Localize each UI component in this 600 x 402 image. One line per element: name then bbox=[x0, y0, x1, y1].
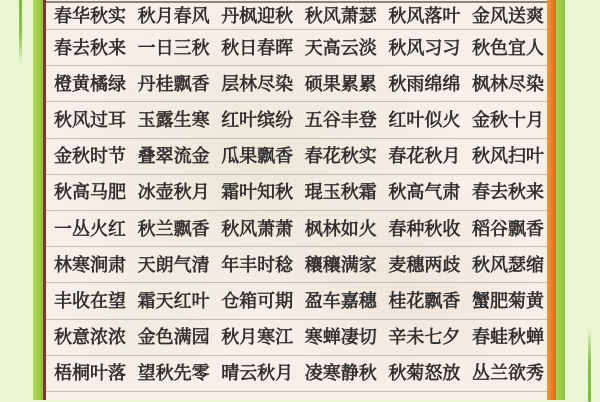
idiom-phrase: 春去秋来 bbox=[471, 182, 544, 203]
idiom-phrase: 丹枫迎秋 bbox=[221, 6, 294, 26]
idiom-row bbox=[46, 30, 547, 66]
content-panel bbox=[46, 0, 547, 400]
idiom-phrase: 秋意浓浓 bbox=[54, 327, 126, 348]
idiom-phrase: 春华秋实 bbox=[54, 6, 126, 26]
idiom-row bbox=[46, 356, 547, 392]
idiom-phrase: 秋色宜人 bbox=[471, 37, 544, 58]
grass-stem-icon bbox=[19, 0, 22, 64]
idiom-phrase: 寒蝉凄切 bbox=[304, 327, 377, 348]
idiom-phrase: 琨玉秋霜 bbox=[304, 182, 377, 203]
idiom-phrase: 年丰时稔 bbox=[221, 254, 294, 275]
idiom-phrase: 春蛙秋蝉 bbox=[471, 327, 544, 348]
idiom-row bbox=[46, 320, 547, 356]
idiom-phrase: 橙黄橘绿 bbox=[54, 73, 126, 94]
idiom-phrase: 稻谷飘香 bbox=[471, 218, 544, 239]
idiom-phrase: 霜天红叶 bbox=[137, 290, 210, 311]
idiom-phrase: 林寒涧肃 bbox=[54, 254, 126, 275]
idiom-row bbox=[46, 283, 547, 319]
idiom-phrase: 丛兰欲秀 bbox=[471, 363, 544, 384]
idiom-phrase: 冰壶秋月 bbox=[137, 182, 210, 203]
idiom-phrase: 秋月寒江 bbox=[221, 327, 294, 348]
idiom-phrase: 秋菊怒放 bbox=[388, 363, 461, 384]
idiom-phrase: 穰穰满家 bbox=[304, 254, 377, 275]
idiom-phrase: 麦穗两歧 bbox=[388, 254, 461, 275]
idiom-phrase: 春种秋收 bbox=[388, 218, 461, 239]
idiom-phrase: 辛未七夕 bbox=[388, 327, 461, 348]
left-green-accent-bar bbox=[33, 0, 43, 400]
idiom-phrase: 枫林尽染 bbox=[471, 73, 544, 94]
idiom-phrase: 红叶缤纷 bbox=[221, 109, 294, 130]
idiom-row bbox=[46, 66, 547, 102]
idiom-phrase: 五谷丰登 bbox=[304, 109, 377, 130]
idiom-phrase: 一日三秋 bbox=[137, 37, 210, 58]
idiom-phrase: 金色满园 bbox=[137, 327, 210, 348]
idiom-phrase: 硕果累累 bbox=[304, 73, 377, 94]
idiom-phrase: 叠翠流金 bbox=[137, 146, 210, 167]
idiom-phrase: 层林尽染 bbox=[221, 73, 294, 94]
right-green-accent-bar bbox=[556, 0, 565, 400]
idiom-phrase: 秋风过耳 bbox=[54, 109, 126, 130]
idiom-phrase: 春花秋实 bbox=[304, 146, 377, 167]
idiom-phrase: 秋高马肥 bbox=[54, 182, 126, 203]
idiom-phrase: 秋月春风 bbox=[137, 6, 210, 26]
idiom-phrase: 晴云秋月 bbox=[221, 363, 294, 384]
idiom-phrase: 秋风扫叶 bbox=[471, 146, 544, 167]
idiom-phrase: 玉露生寒 bbox=[137, 109, 210, 130]
idiom-row bbox=[46, 102, 547, 138]
idiom-phrase: 秋风瑟缩 bbox=[471, 254, 544, 275]
idiom-phrase: 秋风习习 bbox=[388, 37, 461, 58]
idiom-row bbox=[46, 3, 547, 30]
idiom-table bbox=[46, 3, 547, 392]
idiom-phrase: 望秋先零 bbox=[137, 363, 210, 384]
idiom-phrase: 瓜果飘香 bbox=[221, 146, 294, 167]
idiom-phrase: 梧桐叶落 bbox=[54, 363, 126, 384]
idiom-phrase: 秋雨绵绵 bbox=[388, 73, 461, 94]
idiom-phrase: 秋日春晖 bbox=[221, 37, 294, 58]
idiom-phrase: 蟹肥菊黄 bbox=[471, 290, 544, 311]
idiom-phrase: 秋高气肃 bbox=[388, 182, 461, 203]
idiom-phrase: 天朗气清 bbox=[137, 254, 210, 275]
idiom-phrase: 丹桂飘香 bbox=[137, 73, 210, 94]
idiom-phrase: 秋风萧瑟 bbox=[304, 6, 377, 26]
idiom-row bbox=[46, 211, 547, 247]
idiom-phrase: 天高云淡 bbox=[304, 37, 377, 58]
idiom-phrase: 盈车嘉穗 bbox=[304, 290, 377, 311]
grass-stem-icon bbox=[588, 328, 591, 402]
idiom-phrase: 红叶似火 bbox=[388, 109, 461, 130]
idiom-row bbox=[46, 247, 547, 283]
idiom-phrase: 金秋时节 bbox=[54, 146, 126, 167]
idiom-phrase: 仓箱可期 bbox=[221, 290, 294, 311]
idiom-phrase: 秋兰飘香 bbox=[137, 218, 210, 239]
idiom-phrase: 丰收在望 bbox=[54, 290, 126, 311]
idiom-phrase: 一丛火红 bbox=[54, 218, 126, 239]
idiom-phrase: 春去秋来 bbox=[54, 37, 126, 58]
idiom-phrase: 金秋十月 bbox=[471, 109, 544, 130]
idiom-phrase: 秋风落叶 bbox=[388, 6, 461, 26]
idiom-phrase: 金风送爽 bbox=[471, 6, 544, 26]
idiom-phrase: 凌寒静秋 bbox=[304, 363, 377, 384]
idiom-phrase: 霜叶知秋 bbox=[221, 182, 294, 203]
idiom-row bbox=[46, 175, 547, 211]
idiom-phrase: 秋风萧萧 bbox=[221, 218, 294, 239]
idiom-phrase: 桂花飘香 bbox=[388, 290, 461, 311]
right-orange-accent-bar bbox=[547, 0, 556, 400]
idiom-phrase: 春花秋月 bbox=[388, 146, 461, 167]
idiom-row bbox=[46, 139, 547, 175]
idiom-phrase: 枫林如火 bbox=[304, 218, 377, 239]
